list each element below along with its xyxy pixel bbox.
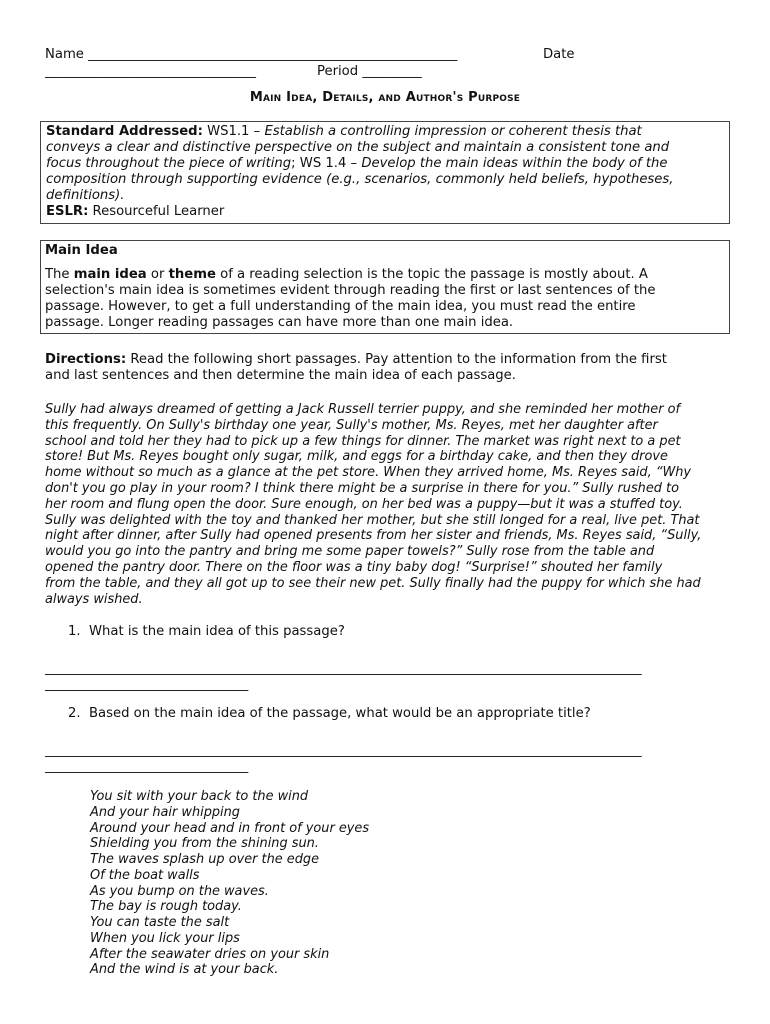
passage-line: from the table, and they all got up to see their new pet. Sully finally had the puppy for which she had [45,575,701,591]
question-number: 2. [68,706,81,721]
answer-line-1b[interactable]: ________________________________ [45,677,248,692]
standard-text-4: Develop the main ideas within the body of the [361,156,668,171]
standard-code-1: WS1.1 – [207,124,261,139]
standard-box [40,121,730,224]
date-label: Date [543,47,575,62]
main-idea-heading: Main Idea [45,243,118,258]
name-field[interactable] [45,47,457,62]
mi-theme-term: theme [168,267,216,282]
mi-text-1: of a reading selection is the topic the passage is mostly about. A [220,267,648,282]
page-title-text: Main Idea, Details, and Author's Purpose [249,90,521,105]
eslr-label: ESLR: [46,204,89,219]
passage-line: would you go into the pantry and bring me some paper towels?” Sully rose from the table and [45,544,655,560]
standard-text-6: definitions). [46,188,125,203]
standard-text-1: Establish a controlling impression or coherent thesis that [264,124,642,139]
name-label: Name [45,47,84,62]
question-text: What is the main idea of this passage? [88,624,345,639]
passage-line: opened the pantry door. There on the floor was a tiny baby dog! “Surprise!” shouted her family [45,559,663,575]
poem-line: You can taste the salt [90,915,230,930]
mi-text-2: selection's main idea is sometimes evident through reading the first or last sentences of the [45,283,656,298]
answer-line-2b[interactable]: ________________________________ [45,759,248,774]
period-label: Period [317,64,359,79]
passage-line: Sully had always dreamed of getting a Jack Russell terrier puppy, and she reminded her mother of [45,402,681,417]
passage-line: her room and flung open the door. Sure enough, on her bed was a puppy—but it was a stuffed toy. [45,496,683,512]
mi-the: The [45,267,70,282]
mi-text-3: passage. However, to get a full understanding of the main idea, you must read the entire [45,299,636,314]
poem-line: The bay is rough today. [90,899,242,915]
mi-main-idea-term: main idea [73,267,147,282]
eslr-value: Resourceful Learner [92,204,225,219]
passage [45,402,701,607]
passage-line: night after dinner, after Sully had opened presents from her sister and friends, Ms. Reyes said, “Sully, [45,528,702,544]
passage-line: home without so much as a glance at the pet store. When they arrived home, Ms. Reyes said, “Why [45,465,692,481]
poem-line: You sit with your back to the wind [90,789,309,804]
poem-line: The waves splash up over the edge [90,852,320,867]
main-idea-box [40,240,730,334]
date-blank[interactable]: ________________________________ [45,64,256,79]
question-number: 1. [68,624,81,639]
standard-text-2: conveys a clear and distinctive perspective on the subject and maintain a consistent tone and [46,140,670,155]
passage-line: always wished. [45,591,143,607]
poem-line: After the seawater dries on your skin [90,946,330,962]
mi-or: or [150,267,165,282]
period-field[interactable] [317,64,422,79]
standard-sep: ; WS 1.4 – [291,156,358,171]
standard-label: Standard Addressed: [46,124,203,139]
poem [90,789,369,978]
poem-line: Around your head and in front of your eyes [90,820,370,836]
question-1 [68,624,345,639]
poem-line: Of the boat walls [90,867,200,883]
directions-label: Directions: [45,352,127,367]
poem-line: When you lick your lips [90,930,240,946]
passage-line: Sully was delighted with the toy and thanked her mother, but she still longed for a real, live pet. That [45,512,700,528]
standard-text-3: focus throughout the piece of writing [46,156,292,171]
answer-line-1a[interactable]: ______________________________________________________________________________________________ [45,661,642,676]
question-text: Based on the main idea of the passage, what would be an appropriate title? [88,706,591,721]
passage-line: this frequently. On Sully's birthday one year, Sully's mother, Ms. Reyes, met her daughter after [45,417,658,433]
directions-text-1: Read the following short passages. Pay attention to the information from the first [130,352,667,367]
mi-text-4: passage. Longer reading passages can have more than one main idea. [45,315,514,330]
passage-line: don't you go play in your room? I think there might be a surprise in there for you.” Sully rushed to [45,480,680,496]
poem-line: Shielding you from the shining sun. [90,836,319,852]
question-2 [68,706,591,721]
passage-line: store! But Ms. Reyes bought only sugar, milk, and eggs for a birthday cake, and then they drove [45,449,668,465]
directions [45,352,667,384]
poem-line: And your hair whipping [90,804,240,820]
answer-line-2a[interactable]: ______________________________________________________________________________________________ [45,743,642,758]
passage-line: school and told her they had to pick up a few things for dinner. The market was right next to a pet [45,433,681,449]
poem-line: And the wind is at your back. [90,962,279,978]
name-blank[interactable]: ________________________________________________________ [88,47,458,62]
period-blank[interactable]: _________ [362,64,422,79]
directions-text-2: and last sentences and then determine the main idea of each passage. [45,368,516,383]
standard-text-5: composition through supporting evidence (e.g., scenarios, commonly held beliefs, hypotheses, [46,172,674,187]
page-title [0,90,770,105]
poem-line: As you bump on the waves. [90,883,269,899]
